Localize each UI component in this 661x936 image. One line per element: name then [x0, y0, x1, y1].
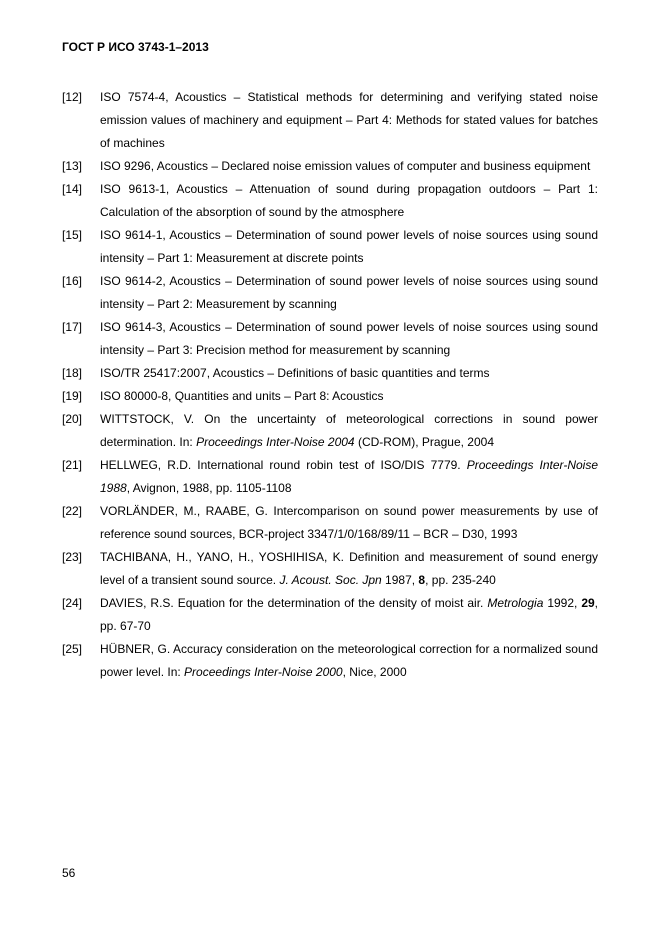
reference-text-segment: HÜBNER, G. Accuracy consideration on the meteorological correction for a normalized sound power level. In: [100, 642, 598, 679]
reference-text-segment: ISO 80000-8, Quantities and units – Part 8: Acoustics [100, 389, 384, 403]
reference-text-segment: Proceedings Inter-Noise 1988 [100, 458, 599, 495]
reference-text-segment: , Nice, 2000 [342, 665, 407, 679]
reference-item [62, 316, 598, 362]
reference-text-segment: TACHIBANA, H., YANO, H., YOSHIHISA, K. Definition and measurement of sound energy level of a transient sound source. [100, 550, 598, 587]
reference-number: [15] [62, 228, 83, 242]
reference-number: [18] [62, 366, 83, 380]
reference-text [100, 316, 598, 362]
reference-item [62, 270, 598, 316]
reference-list [62, 86, 598, 684]
reference-text-segment: ISO 7574-4, Acoustics – Statistical methods for determining and verifying stated noise emission values of machinery and equipment – Part 4: Methods for stated values for batches of machines [100, 90, 598, 150]
reference-number: [14] [62, 182, 83, 196]
page-number: 56 [62, 866, 76, 880]
reference-number: [16] [62, 274, 83, 288]
reference-item [62, 155, 598, 178]
reference-text [100, 638, 598, 684]
reference-text-segment: 1987, [381, 573, 419, 587]
reference-text-segment: HELLWEG, R.D. International round robin test of ISO/DIS 7779. [100, 458, 467, 472]
reference-text-segment: J. Acoust. Soc. Jpn [279, 573, 382, 587]
reference-text-segment: VORLÄNDER, M., RAABE, G. Intercomparison on sound power measurements by use of reference sound sources, BCR-project 3347/1/0/168/89/11 – BCR – D30, 1993 [100, 504, 598, 541]
reference-item [62, 546, 598, 592]
reference-item [62, 500, 598, 546]
reference-item [62, 362, 598, 385]
reference-number: [12] [62, 90, 83, 104]
reference-number: [24] [62, 596, 83, 610]
reference-item [62, 454, 598, 500]
reference-text [100, 454, 598, 500]
reference-text [100, 362, 598, 385]
reference-text-segment: ISO 9296, Acoustics – Declared noise emission values of computer and business equipment [100, 159, 591, 173]
reference-text [100, 178, 598, 224]
reference-text-segment: 8 [418, 573, 426, 587]
reference-number: [22] [62, 504, 83, 518]
reference-item [62, 178, 598, 224]
reference-text [100, 385, 598, 408]
page-header: ГОСТ Р ИСО 3743-1–2013 [62, 40, 209, 54]
reference-text-segment: WITTSTOCK, V. On the uncertainty of meteorological corrections in sound power determination. In: [100, 412, 598, 449]
reference-item [62, 592, 598, 638]
reference-text-segment: Metrologia [487, 596, 544, 610]
reference-text [100, 270, 598, 316]
reference-text [100, 546, 598, 592]
reference-text [100, 408, 598, 454]
reference-text-segment: 1992, [543, 596, 582, 610]
reference-number: [25] [62, 642, 83, 656]
reference-text-segment: , pp. 235-240 [425, 573, 496, 587]
reference-text-segment: ISO/TR 25417:2007, Acoustics – Definitions of basic quantities and terms [100, 366, 490, 380]
reference-text-segment: DAVIES, R.S. Equation for the determination of the density of moist air. [100, 596, 488, 610]
reference-text [100, 500, 598, 546]
reference-text-segment: (CD-ROM), Prague, 2004 [354, 435, 494, 449]
reference-item [62, 385, 598, 408]
reference-text-segment: ISO 9614-3, Acoustics – Determination of sound power levels of noise sources using sound intensity – Part 3: Precision method for measurement by scanning [100, 320, 598, 357]
reference-text [100, 86, 598, 155]
reference-text-segment: Proceedings Inter-Noise 2004 [196, 435, 355, 449]
reference-number: [20] [62, 412, 83, 426]
reference-text-segment: , pp. 67-70 [100, 596, 599, 633]
reference-text-segment: 29 [581, 596, 595, 610]
reference-number: [17] [62, 320, 83, 334]
reference-text [100, 155, 598, 178]
reference-text [100, 224, 598, 270]
reference-text-segment: Proceedings Inter-Noise 2000 [184, 665, 343, 679]
reference-number: [21] [62, 458, 83, 472]
reference-number: [19] [62, 389, 83, 403]
reference-text [100, 592, 598, 638]
reference-item [62, 638, 598, 684]
reference-text-segment: , Avignon, 1988, pp. 1105-1108 [126, 481, 292, 495]
reference-text-segment: ISO 9614-1, Acoustics – Determination of sound power levels of noise sources using sound intensity – Part 1: Measurement at discrete points [100, 228, 598, 265]
reference-item [62, 86, 598, 155]
reference-number: [23] [62, 550, 83, 564]
reference-text-segment: ISO 9614-2, Acoustics – Determination of sound power levels of noise sources using sound intensity – Part 2: Measurement by scanning [100, 274, 598, 311]
reference-item [62, 224, 598, 270]
reference-text-segment: ISO 9613-1, Acoustics – Attenuation of sound during propagation outdoors – Part 1: Calculation of the absorption of sound by the atmosphere [100, 182, 598, 219]
reference-item [62, 408, 598, 454]
reference-number: [13] [62, 159, 83, 173]
